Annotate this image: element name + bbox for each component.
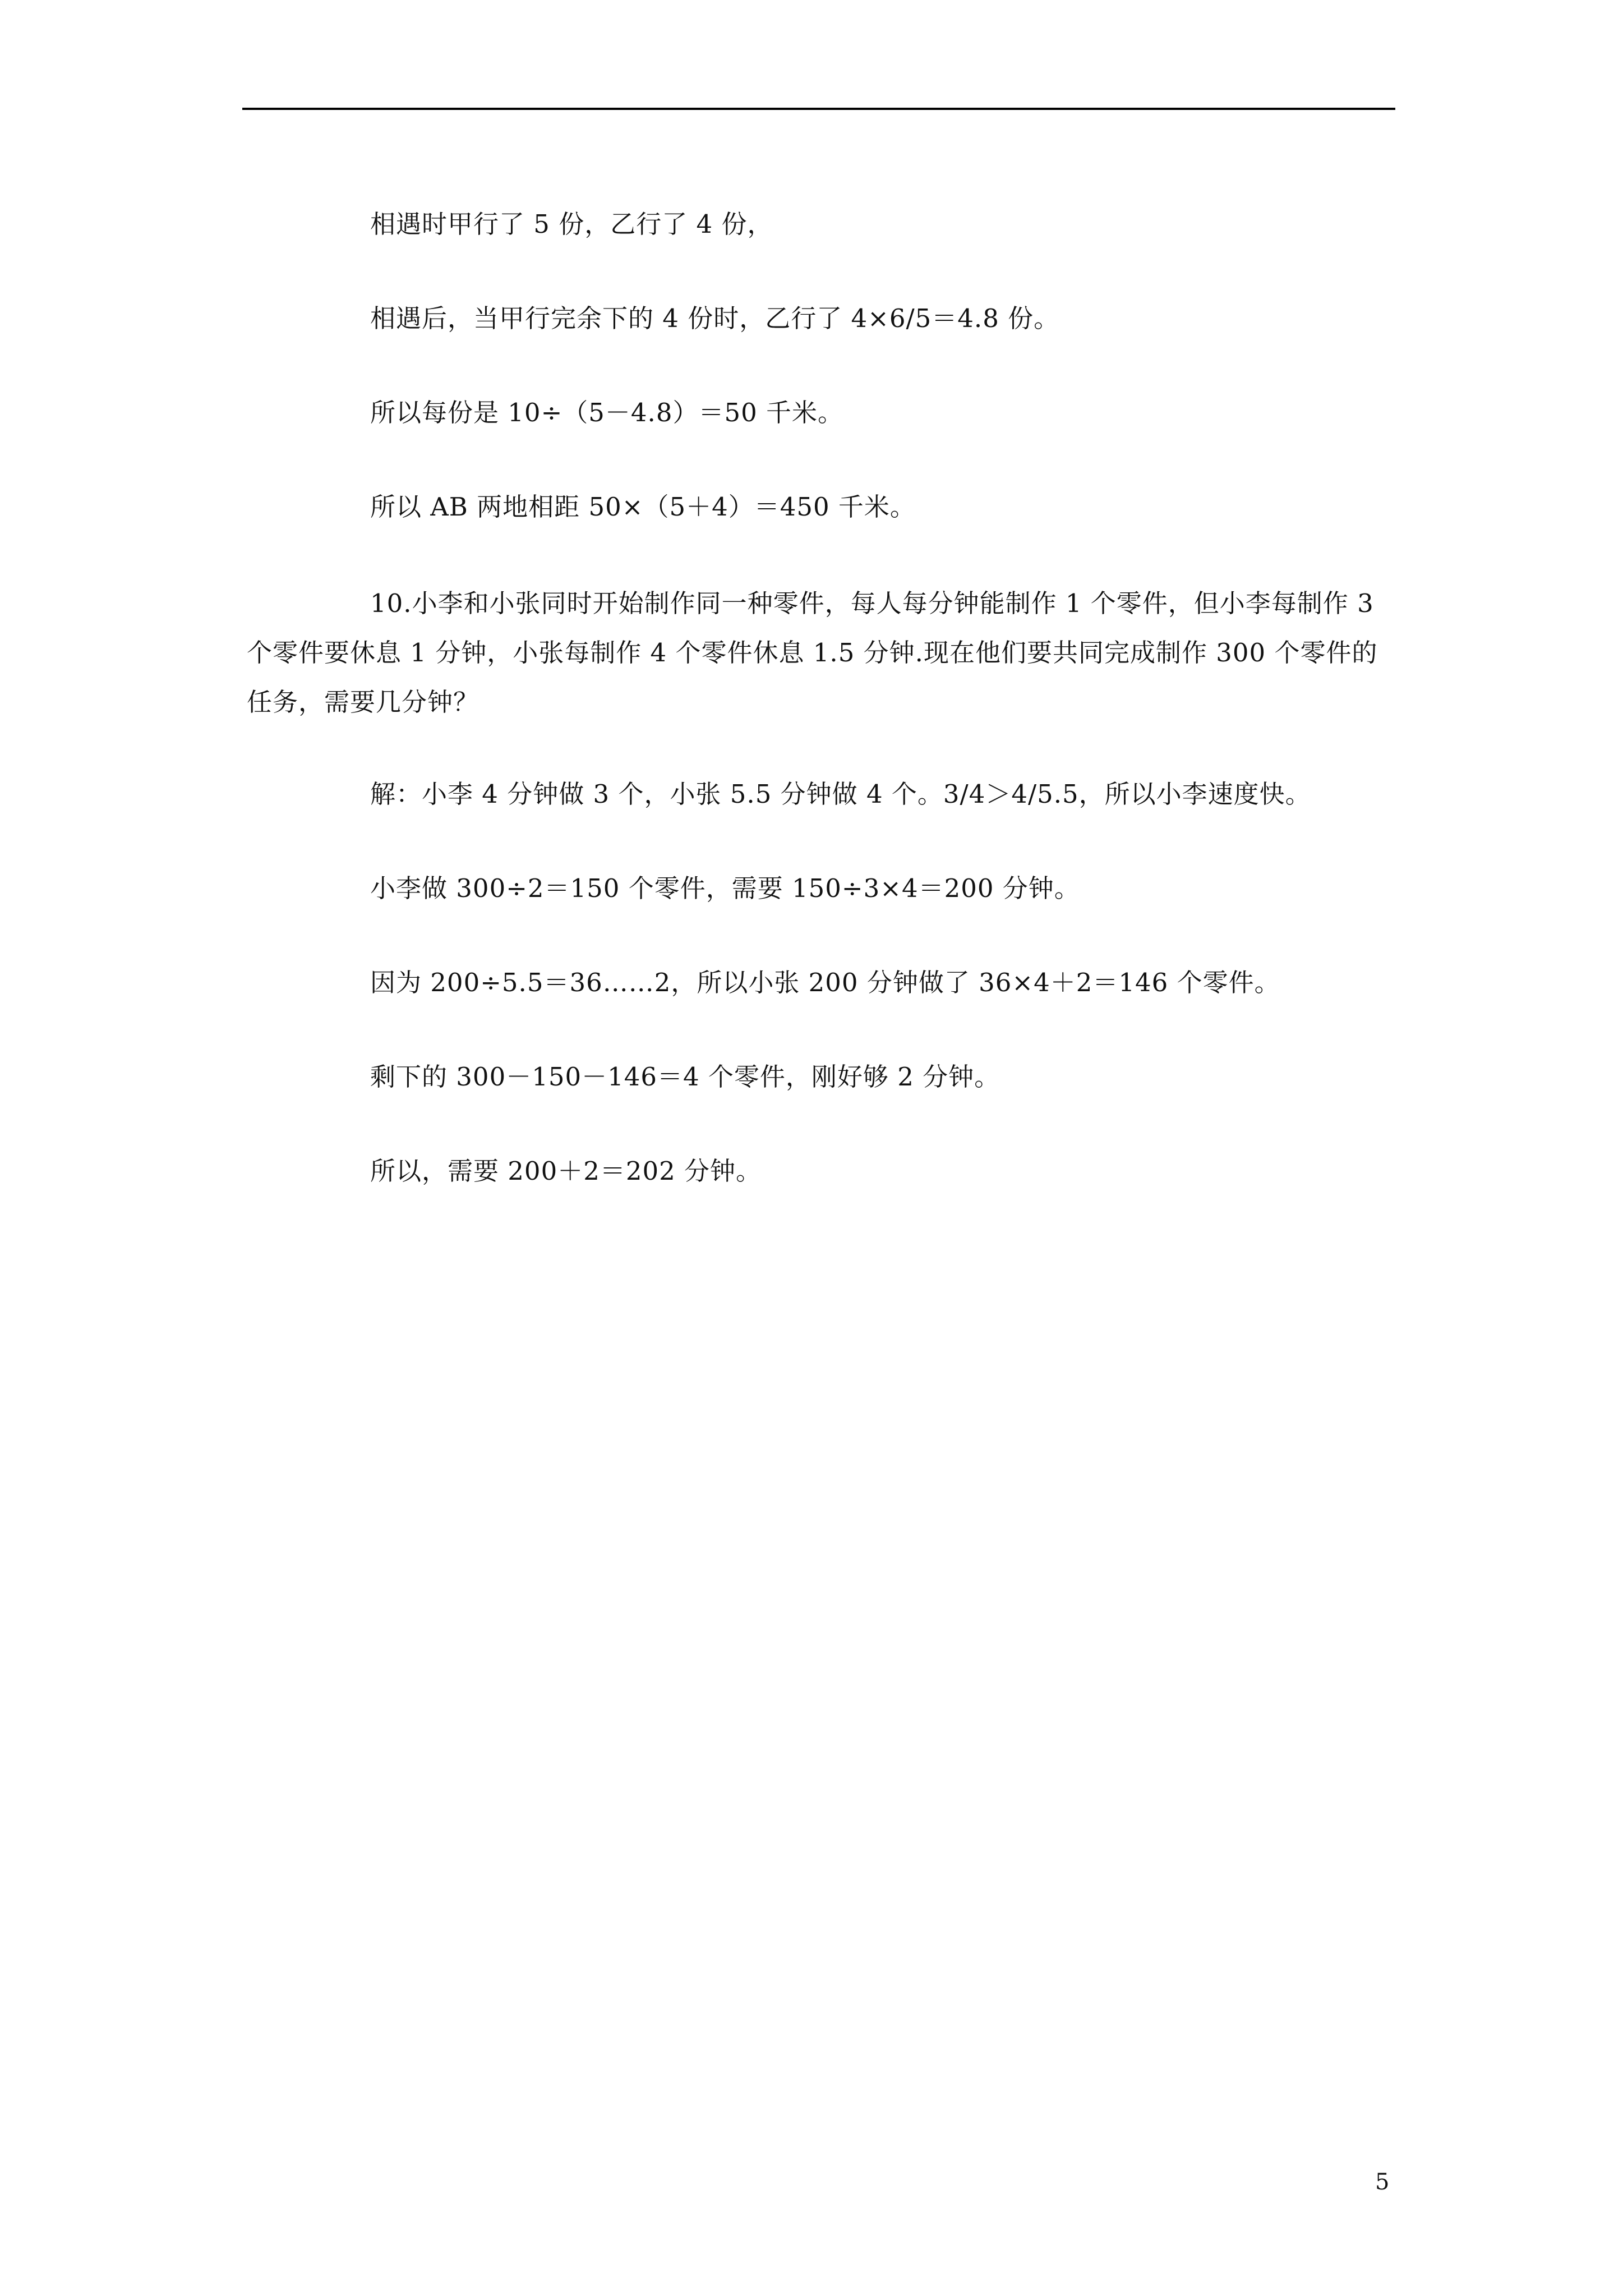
solution-line-5: 所以，需要 200＋2＝202 分钟。 (370, 1156, 762, 1186)
page-number: 5 (1375, 2169, 1390, 2195)
paragraph-each-part: 所以每份是 10÷（5－4.8）＝50 千米。 (370, 398, 844, 427)
paragraph-meeting-parts: 相遇时甲行了 5 份，乙行了 4 份， (370, 209, 773, 239)
solution-line-4: 剩下的 300－150－146＝4 个零件，刚好够 2 分钟。 (370, 1062, 1000, 1092)
header-rule (242, 108, 1395, 110)
paragraph-ab-distance: 所以 AB 两地相距 50×（5＋4）＝450 千米。 (370, 492, 916, 522)
solution-line-1: 解：小李 4 分钟做 3 个，小张 5.5 分钟做 4 个。3/4＞4/5.5，所以小李速度快。 (370, 779, 1311, 809)
solution-line-3: 因为 200÷5.5＝36……2，所以小张 200 分钟做了 36×4＋2＝146 个零件。 (370, 968, 1280, 997)
problem-10-text: 10.小李和小张同时开始制作同一种零件，每人每分钟能制作 1 个零件，但小李每制作 3 个零件要休息 1 分钟，小张每制作 4 个零件休息 1.5 分钟.现在他们要共同完成制作 300 个零件的任务，需要几分钟？ (247, 588, 1378, 717)
solution-line-2: 小李做 300÷2＝150 个零件，需要 150÷3×4＝200 分钟。 (370, 873, 1080, 903)
document-body (247, 202, 1391, 1243)
paragraph-after-meeting: 相遇后，当甲行完余下的 4 份时，乙行了 4×6/5＝4.8 份。 (370, 303, 1060, 333)
